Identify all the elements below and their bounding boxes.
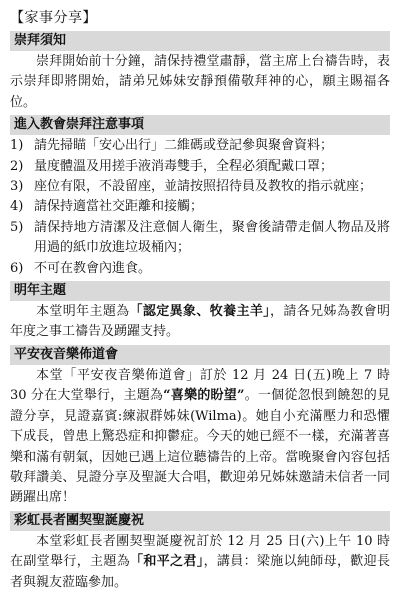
elders-fellowship-text bbox=[10, 532, 390, 593]
theme-text bbox=[10, 302, 390, 343]
theme-text-before: 本堂明年主題為 bbox=[36, 304, 130, 320]
list-item bbox=[10, 218, 390, 259]
list-item bbox=[10, 136, 390, 156]
page-title: 【家事分享】 bbox=[10, 10, 97, 26]
list-item-text: 請保持地方清潔及注意個人衛生，聚會後請帶走個人物品及將用過的紙巾放進垃圾桶內； bbox=[34, 219, 390, 256]
concert-text-after: 。一個從忽恨到饒恕的見證分享，見證嘉賓:練淑群姊妹(Wilma)。她自小充滿壓力和恐懼下成長，曾患上驚恐症和抑鬱症。今天的她已經不一樣，充滿著喜樂和滿有朝氣，因她已遇上這位聽禱告的上帝。當晚聚會內容包括敬拜讚美、見證分享及聖誕大合唱，歡迎弟兄姊妹邀請未信者一同踴躍出席！ bbox=[10, 388, 390, 506]
list-item bbox=[10, 157, 390, 177]
christmas-concert-text bbox=[10, 366, 390, 509]
section-header-entry-notes: 進入教會崇拜注意事項 bbox=[10, 115, 390, 135]
list-item bbox=[10, 197, 390, 217]
section-header-christmas-concert: 平安夜音樂佈道會 bbox=[10, 345, 390, 365]
list-item-number: 6) bbox=[10, 260, 24, 276]
elders-text-before: 本堂彩虹長者團契聖誕慶祝訂於 12 月 25 日(六)上午 10 時在副堂舉行，主題為 bbox=[10, 533, 390, 570]
list-item-text: 不可在教會內進食。 bbox=[34, 260, 152, 276]
entry-notes-list bbox=[10, 136, 390, 279]
list-item-number: 2) bbox=[10, 158, 24, 174]
list-item-number: 3) bbox=[10, 179, 24, 195]
theme-text-after: ，請各兄姊為教會明年度之事工禱告及踴躍支持。 bbox=[10, 304, 390, 340]
section-header-theme: 明年主題 bbox=[10, 281, 390, 301]
section-header-worship-notice: 崇拜須知 bbox=[10, 31, 390, 51]
list-item bbox=[10, 177, 390, 197]
worship-notice-text: 崇拜開始前十分鐘，請保持禮堂肅靜，當主席上台禱告時，表示崇拜即將開始，請弟兄姊妹安靜預備敬拜神的心，願主賜福各位。 bbox=[10, 54, 390, 110]
concert-text-before: 本堂「平安夜音樂佈道會」訂於 12 月 24 日(五)晚上 7 時 30 分在大堂舉行，主題為 bbox=[10, 367, 390, 404]
list-item-number: 1) bbox=[10, 138, 24, 154]
list-item-number: 5) bbox=[10, 219, 24, 235]
list-item-text: 量度體溫及用搓手液消毒雙手，全程必須配戴口罩； bbox=[34, 158, 334, 174]
list-item-number: 4) bbox=[10, 199, 24, 215]
list-item-text: 座位有限，不設留座，並請按照招待員及教牧的指示就座； bbox=[34, 179, 373, 195]
list-item-text: 請先掃瞄「安心出行」二維碼或登記參與聚會資料； bbox=[34, 138, 334, 154]
concert-theme-highlight: “喜樂的盼望” bbox=[163, 388, 245, 404]
list-item bbox=[10, 259, 390, 279]
elders-text-after: ，講員：梁施以純師母，歡迎長者與親友蒞臨參加。 bbox=[10, 554, 390, 590]
elders-theme-highlight: 「和平之君」 bbox=[130, 554, 204, 570]
section-header-elders-fellowship: 彩虹長者團契聖誕慶祝 bbox=[10, 511, 390, 531]
list-item-text: 請保持適當社交距離和接觸； bbox=[34, 199, 204, 215]
theme-highlight: 「認定異象、牧養主羊」 bbox=[129, 304, 271, 320]
